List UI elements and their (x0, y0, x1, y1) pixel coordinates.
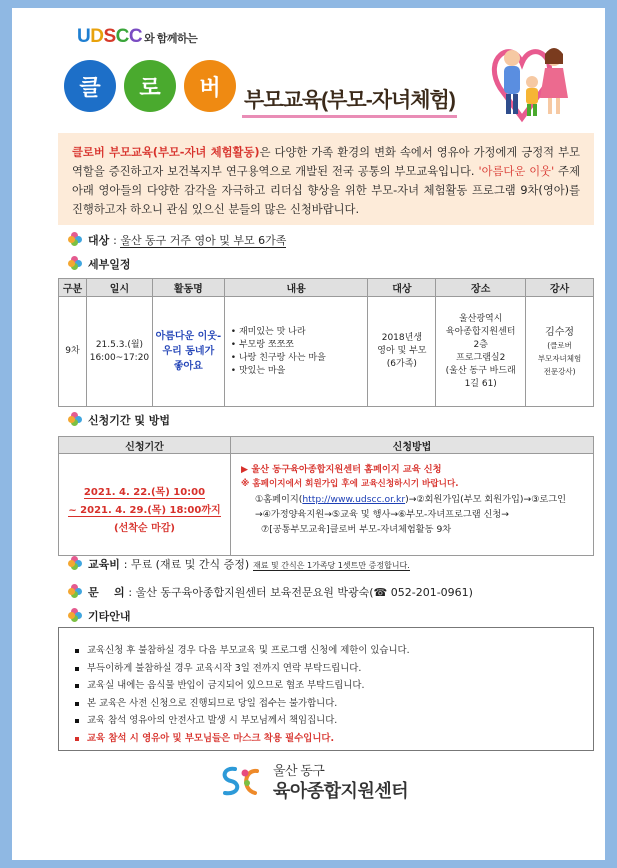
brand-tagline: 와 함께하는 (144, 33, 198, 45)
fee-label: 교육비 (88, 558, 120, 571)
method-line (241, 492, 585, 507)
center-logo (217, 760, 408, 803)
clover-icon (68, 232, 82, 246)
date-text: 21.5.3.(월) (95, 339, 144, 350)
center-logo-icon (217, 763, 267, 801)
round-cell: 9차 (59, 297, 87, 407)
family-illustration-icon (482, 28, 582, 128)
period-cell (59, 454, 231, 556)
contact-label: 문 의 (88, 586, 125, 599)
col-header: 대상 (368, 279, 436, 297)
target-line: 2018년생 (381, 333, 423, 343)
instructor-name: 김수정 (545, 326, 575, 338)
place-line: 프로그램실2 (456, 352, 506, 363)
center-name-line: 육아종합지원센터 (273, 781, 409, 801)
udscc-brand (77, 26, 197, 48)
etc-box (58, 627, 594, 751)
period-note: (선착순 마감) (114, 523, 175, 534)
apply-label: 신청기간 및 방법 (88, 414, 171, 427)
schedule-label: 세부일정 (88, 258, 131, 271)
page-subtitle: 부모교육(부모-자녀체험) (242, 84, 457, 118)
instructor-cell (526, 297, 594, 407)
flyer-sheet (12, 8, 605, 860)
instructor-line: 전문강사) (543, 366, 576, 376)
brand-letter: S (103, 26, 116, 47)
title-circle-2: 로 (124, 60, 176, 112)
table-row (59, 454, 594, 556)
etc-label: 기타안내 (88, 610, 131, 623)
place-line: (울산 동구 바드래 (445, 365, 516, 376)
clover-icon (68, 256, 82, 270)
list-item: • 나랑 친구랑 사는 마을 (231, 352, 368, 365)
method-line: →④가정양육지원→⑤교육 및 행사→⑥부모-자녀프로그램 신청→ (255, 509, 509, 520)
col-header: 일시 (86, 279, 152, 297)
period-end: ~ 2021. 4. 29.(목) 18:00까지 (68, 505, 221, 516)
place-line: 2층 (473, 339, 488, 350)
intro-theme: '아름다운 이웃' (478, 165, 555, 178)
clover-icon (68, 584, 82, 598)
list-item: • 맛있는 마을 (231, 365, 368, 378)
target-line: (6가족) (386, 359, 417, 369)
etc-heading (68, 608, 131, 624)
target-row: 대상 : 울산 동구 거주 영아 및 부모 6가족 (68, 232, 286, 248)
intro-highlight: 클로버 부모교육(부모-자녀 체험활동) (72, 146, 260, 159)
time-text: 16:00~17:20 (89, 352, 150, 363)
period-start: 2021. 4. 22.(목) 10:00 (83, 487, 206, 498)
activity-line: 아름다운 이웃- (155, 331, 222, 342)
method-cell (231, 454, 594, 556)
contents-cell (224, 297, 368, 407)
table-row (59, 297, 594, 407)
contact-row (68, 584, 473, 600)
col-header: 신청기간 (59, 437, 231, 454)
method-line: ⑦[공통부모교육]클로버 부모-자녀체험활동 9차 (261, 524, 452, 535)
col-header: 활동명 (152, 279, 224, 297)
list-item: 교육 참석 시 영유아 및 부모님들은 마스크 착용 필수입니다. (87, 730, 593, 748)
activity-line: 좋아요 (173, 361, 203, 372)
schedule-heading (68, 256, 131, 272)
activity-cell (152, 297, 224, 407)
list-item: • 부모랑 쪼쪼쪼 (231, 339, 368, 352)
list-item: 교육신청 후 불참하실 경우 다음 부모교육 및 프로그램 신청에 제한이 있습니다. (87, 642, 593, 660)
apply-header-row (59, 437, 594, 454)
intro-box (58, 133, 594, 225)
brand-letter: C (115, 26, 129, 47)
list-item: 부득이하게 불참하실 경우 교육시작 3일 전까지 연락 부탁드립니다. (87, 660, 593, 678)
schedule-header-row (59, 279, 594, 297)
clover-icon (68, 556, 82, 570)
clover-icon (68, 608, 82, 622)
target-label: 대상 (88, 234, 110, 247)
activity-line: 우리 동네가 (162, 346, 215, 357)
col-header: 신청방법 (231, 437, 594, 454)
method-line: ▶ 울산 동구육아종합지원센터 홈페이지 교육 신청 (241, 464, 442, 475)
target-cell (368, 297, 436, 407)
title-circle-3: 버 (184, 60, 236, 112)
place-line: 1길 61) (464, 378, 497, 389)
brand-letter: U (77, 26, 91, 47)
list-item: 교육 참석 영유아의 안전사고 발생 시 부모님께서 책임집니다. (87, 712, 593, 730)
list-item: 교육실 내에는 음식물 반입이 금지되어 있으므로 협조 부탁드립니다. (87, 677, 593, 695)
list-item: • 재미있는 맛 나라 (231, 326, 368, 339)
schedule-table (58, 278, 594, 407)
col-header: 내용 (224, 279, 368, 297)
method-text: )→②회원가입(부모 회원가입)→③로그인 (405, 494, 567, 505)
brand-letter: D (90, 26, 104, 47)
fee-note: 재료 및 간식은 1가족당 1셋트만 증정합니다. (252, 561, 410, 570)
target-value: 울산 동구 거주 영아 및 부모 6가족 (120, 234, 287, 247)
place-cell (436, 297, 526, 407)
target-line: 영아 및 부모 (377, 346, 427, 356)
clover-icon (68, 412, 82, 426)
method-line: ※ 홈페이지에서 회원가입 후에 교육신청하시기 바랍니다. (241, 479, 459, 489)
method-text: ①홈페이지( (255, 494, 303, 505)
intro-text: 주제 아래 영아들의 다양한 감각을 자극하고 리더십 향상을 위한 부모-자녀 체험활동 프로그램 9차(영아)를 진행하고자 하오니 관심 있으신 분들의 많은 신청바랍니다. (72, 165, 580, 216)
datetime-cell (86, 297, 152, 407)
fee-value: : 무료 (재료 및 간식 증정) (123, 558, 250, 571)
place-line: 육아종합지원센터 (445, 326, 516, 337)
apply-heading (68, 412, 170, 428)
clover-title (64, 60, 236, 112)
center-name (273, 760, 408, 803)
place-line: 울산광역시 (458, 313, 503, 324)
instructor-line: (클로버 (547, 340, 572, 350)
instructor-line: 부모자녀체험 (537, 353, 582, 363)
homepage-link[interactable]: http://www.udscc.or.kr (302, 494, 406, 505)
brand-letter: C (128, 26, 143, 47)
contact-value: : 울산 동구육아종합지원센터 보육전문요원 박광숙(☎ 052-201-0961) (128, 586, 473, 599)
fee-row (68, 556, 410, 572)
col-header: 강사 (526, 279, 594, 297)
col-header: 장소 (436, 279, 526, 297)
center-name-line: 울산 동구 (273, 763, 325, 778)
title-circle-1: 클 (64, 60, 116, 112)
col-header: 구분 (59, 279, 87, 297)
apply-table (58, 436, 594, 556)
intro-text: 은 다양한 가족 환경의 변화 속에서 영유아 가정에게 긍정적 부모역할을 증진하고자 보건복지부 연구용역으로 개발된 전국 공통의 부모교육입니다. (72, 146, 581, 178)
list-item: 본 교육은 사전 신청으로 진행되므로 당일 접수는 불가합니다. (87, 695, 593, 713)
